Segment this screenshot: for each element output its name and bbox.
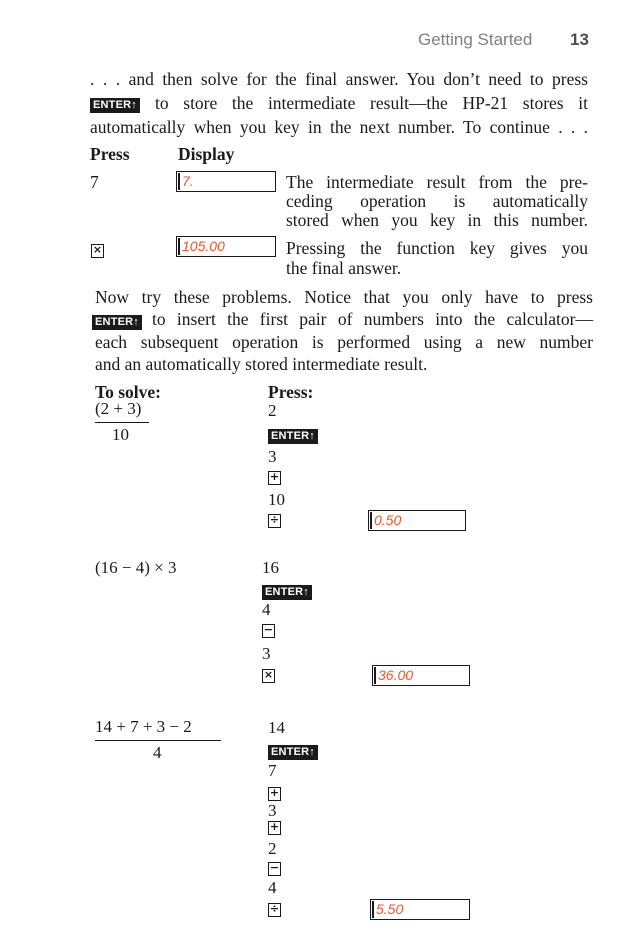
row-2-desc-line-1: Pressing the function key gives you bbox=[286, 238, 588, 258]
plus-key-icon: + bbox=[269, 786, 280, 799]
display-readout: 36.00 bbox=[372, 665, 470, 686]
enter-key-icon: ENTER↑ bbox=[262, 585, 312, 600]
enter-key-inline-2 bbox=[92, 312, 142, 330]
fraction-bar bbox=[95, 422, 149, 423]
row-1-desc-line-2: ceding operation is automatically bbox=[286, 191, 588, 211]
display-readout: 105.00 bbox=[176, 236, 276, 257]
step-number: 2 bbox=[268, 839, 277, 858]
multiply-key-icon: × bbox=[263, 668, 274, 681]
problem-3-denominator: 4 bbox=[153, 743, 162, 762]
display-column-header: Display bbox=[178, 144, 235, 164]
para2-line-2: to insert the first pair of numbers into the calculator— bbox=[152, 309, 593, 329]
row-1-desc-line-3: stored when you key in this number. bbox=[286, 210, 588, 230]
plus-key-icon: + bbox=[269, 470, 280, 483]
step-key bbox=[262, 582, 312, 600]
intro-line-1: . . . and then solve for the final answer. You don’t need to press bbox=[90, 69, 588, 89]
para2-line-4: and an automatically stored intermediate result. bbox=[95, 354, 428, 374]
minus-key-icon: − bbox=[263, 623, 274, 636]
step-key bbox=[268, 742, 318, 760]
para2-line-3: each subsequent operation is performed using a new number bbox=[95, 332, 593, 352]
multiply-key-icon: × bbox=[92, 243, 103, 256]
problem-2-expression: (16 − 4) × 3 bbox=[95, 558, 177, 577]
step-number: 3 bbox=[268, 801, 277, 820]
intro-line-2: to store the intermediate result—the HP-21 stores it bbox=[155, 93, 588, 113]
enter-key-icon: ENTER↑ bbox=[90, 98, 140, 113]
para2-line-1: Now try these problems. Notice that you only have to press bbox=[95, 287, 593, 307]
step-number: 3 bbox=[268, 447, 277, 466]
enter-key-icon: ENTER↑ bbox=[268, 745, 318, 760]
page-number: 13 bbox=[570, 30, 589, 49]
row-2-desc-line-2: the final answer. bbox=[286, 258, 402, 278]
intro-line-3: automatically when you key in the next number. To continue . . . bbox=[90, 117, 588, 137]
divide-key-icon: ÷ bbox=[269, 902, 280, 915]
press-header: Press: bbox=[268, 382, 314, 402]
problem-1-numerator: (2 + 3) bbox=[95, 399, 142, 418]
press-column-header: Press bbox=[90, 144, 130, 164]
minus-key-icon: − bbox=[269, 861, 280, 874]
step-number: 16 bbox=[262, 558, 279, 577]
step-key bbox=[268, 426, 318, 444]
problem-1-denominator: 10 bbox=[112, 425, 129, 444]
row-1-desc-line-1: The intermediate result from the pre- bbox=[286, 172, 588, 192]
enter-key-icon: ENTER↑ bbox=[92, 315, 142, 330]
step-number: 10 bbox=[268, 490, 285, 509]
problem-3-numerator: 14 + 7 + 3 − 2 bbox=[95, 717, 192, 736]
to-solve-header: To solve: bbox=[95, 382, 161, 402]
enter-key-inline-1 bbox=[90, 95, 140, 113]
display-readout: 7. bbox=[176, 171, 276, 192]
display-readout: 0.50 bbox=[368, 510, 466, 531]
step-number: 4 bbox=[268, 878, 277, 897]
divide-key-icon: ÷ bbox=[269, 513, 280, 526]
step-number: 3 bbox=[262, 644, 271, 663]
enter-key-icon: ENTER↑ bbox=[268, 429, 318, 444]
press-value-7: 7 bbox=[90, 172, 99, 192]
step-number: 4 bbox=[262, 600, 271, 619]
step-number: 7 bbox=[268, 761, 277, 780]
plus-key-icon: + bbox=[269, 820, 280, 833]
step-number: 2 bbox=[268, 401, 277, 420]
step-number: 14 bbox=[268, 718, 285, 737]
fraction-bar bbox=[95, 740, 221, 741]
display-readout: 5.50 bbox=[370, 899, 470, 920]
section-title: Getting Started bbox=[418, 30, 533, 49]
